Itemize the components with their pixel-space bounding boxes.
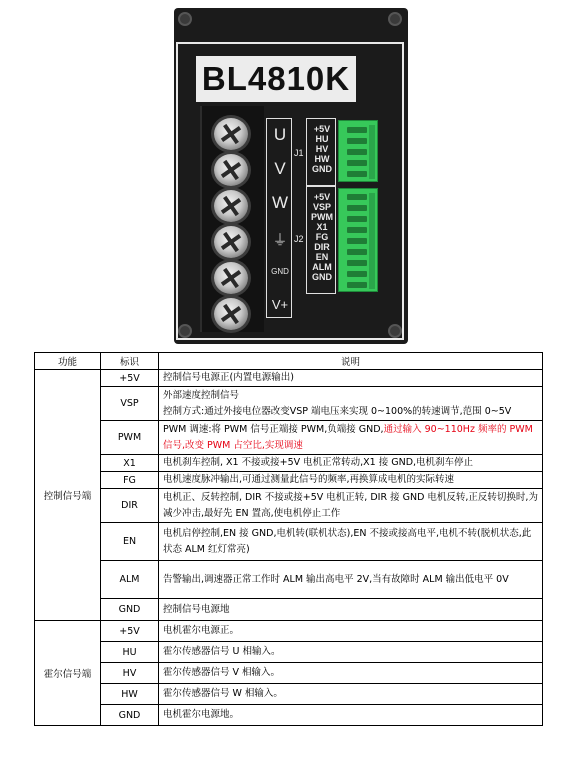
pwm-desc-normal: PWM 调速:将 PWM 信号正端接 PWM,负端接 GND, bbox=[163, 423, 384, 435]
desc-cell: 霍尔传感器信号 V 相输入。 bbox=[159, 663, 543, 684]
mark-cell: FG bbox=[101, 472, 159, 489]
terminal-screw-u bbox=[214, 118, 248, 150]
desc-cell: 霍尔传感器信号 W 相输入。 bbox=[159, 684, 543, 705]
mark-cell: VSP bbox=[101, 387, 159, 421]
header-mark: 标识 bbox=[101, 353, 159, 370]
desc-cell: 电机启停控制,EN 接 GND,电机转(联机状态),EN 不接或接高电平,电机不转(脱机状态,此状态 ALM 红灯常亮) bbox=[159, 523, 543, 561]
terminal-label-gnd: GND bbox=[271, 267, 289, 276]
mark-cell: GND bbox=[101, 599, 159, 621]
power-terminal-block bbox=[200, 106, 264, 332]
mark-cell: EN bbox=[101, 523, 159, 561]
j2-pin-x1: X1 bbox=[316, 222, 328, 232]
vsp-desc-line-1: 外部速度控制信号 bbox=[163, 389, 240, 401]
terminal-screw-v bbox=[214, 154, 248, 186]
table-row bbox=[35, 421, 543, 455]
table-row bbox=[35, 387, 543, 421]
terminal-screw-w bbox=[214, 190, 248, 222]
terminal-screw-earth bbox=[214, 226, 248, 258]
table-row bbox=[35, 455, 543, 472]
j2-pin-dir: DIR bbox=[314, 242, 330, 252]
terminal-label-w: W bbox=[271, 193, 289, 212]
table-header-row bbox=[35, 353, 543, 370]
motor-terminal-labels bbox=[266, 118, 292, 318]
desc-cell: 电机速度脉冲输出,可通过测量此信号的频率,再换算成电机的实际转速 bbox=[159, 472, 543, 489]
table-row bbox=[35, 599, 543, 621]
desc-cell: 电机刹车控制, X1 不接或接+5V 电机正常转动,X1 接 GND,电机刹车停止 bbox=[159, 455, 543, 472]
table-row bbox=[35, 523, 543, 561]
vsp-desc-line-2: 控制方式:通过外接电位器改变VSP 端电压来实现 0~100%的转速调节,范围 0~5V bbox=[163, 405, 512, 417]
mounting-hole-top-left bbox=[178, 12, 192, 26]
desc-cell bbox=[159, 387, 543, 421]
j1-green-connector bbox=[338, 120, 378, 182]
terminal-label-vplus: V+ bbox=[271, 297, 289, 312]
mark-cell: GND bbox=[101, 705, 159, 726]
group-hall-signal: 霍尔信号端 bbox=[35, 621, 101, 726]
terminal-label-v: V bbox=[274, 159, 286, 178]
j2-pin-gnd: GND bbox=[312, 272, 332, 282]
mark-cell: HV bbox=[101, 663, 159, 684]
desc-cell: 告警输出,调速器正常工作时 ALM 输出高电平 2V,当有故障时 ALM 输出低电平 0V bbox=[159, 561, 543, 599]
j1-pin-hw: HW bbox=[314, 154, 330, 164]
terminal-screw-vplus bbox=[214, 298, 248, 330]
j2-pin-vsp: VSP bbox=[312, 202, 331, 212]
mark-cell: DIR bbox=[101, 489, 159, 523]
pwm-desc-highlight: 通过输入 90~110Hz 频率的 PWM 信号,改变 PWM 占空比,实现调速 bbox=[163, 423, 533, 451]
j2-label: J2 bbox=[294, 234, 304, 244]
table-row bbox=[35, 684, 543, 705]
table-row bbox=[35, 370, 543, 387]
header-desc: 说明 bbox=[159, 353, 543, 370]
table-row bbox=[35, 621, 543, 642]
j1-pin-gnd: GND bbox=[312, 164, 332, 174]
mark-cell: HW bbox=[101, 684, 159, 705]
product-photo bbox=[174, 8, 408, 344]
signal-spec-table bbox=[34, 352, 543, 726]
mark-cell: PWM bbox=[101, 421, 159, 455]
terminal-label-u: U bbox=[273, 125, 287, 144]
desc-cell: 电机霍尔电源正。 bbox=[159, 621, 543, 642]
j1-pin-hu: HU bbox=[315, 134, 329, 144]
mark-cell: ALM bbox=[101, 561, 159, 599]
table-row bbox=[35, 472, 543, 489]
j1-pin-labels bbox=[306, 118, 336, 186]
terminal-screw-gnd bbox=[214, 262, 248, 294]
mark-cell: +5V bbox=[101, 621, 159, 642]
desc-cell: 控制信号电源地 bbox=[159, 599, 543, 621]
j2-pin-5v: +5V bbox=[313, 192, 331, 202]
j2-pin-alm: ALM bbox=[312, 262, 332, 272]
table-row bbox=[35, 663, 543, 684]
earth-icon: ⏚ bbox=[272, 232, 288, 249]
j2-pin-labels bbox=[306, 186, 336, 294]
j1-label: J1 bbox=[294, 148, 304, 158]
mounting-hole-top-right bbox=[388, 12, 402, 26]
j2-pin-fg: FG bbox=[315, 232, 329, 242]
model-label: BL4810K bbox=[196, 56, 356, 102]
desc-cell bbox=[159, 421, 543, 455]
j2-pin-en: EN bbox=[315, 252, 329, 262]
group-control-signal: 控制信号端 bbox=[35, 370, 101, 621]
desc-cell: 控制信号电源正(内置电源输出) bbox=[159, 370, 543, 387]
j2-pin-pwm: PWM bbox=[311, 212, 333, 222]
table-row bbox=[35, 642, 543, 663]
header-func: 功能 bbox=[35, 353, 101, 370]
mark-cell: +5V bbox=[101, 370, 159, 387]
table-row bbox=[35, 561, 543, 599]
table-row bbox=[35, 705, 543, 726]
desc-cell: 电机霍尔电源地。 bbox=[159, 705, 543, 726]
j1-pin-5v: +5V bbox=[313, 124, 331, 134]
table-row bbox=[35, 489, 543, 523]
mark-cell: X1 bbox=[101, 455, 159, 472]
desc-cell: 霍尔传感器信号 U 相输入。 bbox=[159, 642, 543, 663]
desc-cell: 电机正、反转控制, DIR 不接或接+5V 电机正转, DIR 接 GND 电机反转,正反转切换时,为减少冲击,最好先 EN 置高,使电机停止工作 bbox=[159, 489, 543, 523]
mark-cell: HU bbox=[101, 642, 159, 663]
j2-green-connector bbox=[338, 188, 378, 292]
j1-pin-hv: HV bbox=[315, 144, 329, 154]
